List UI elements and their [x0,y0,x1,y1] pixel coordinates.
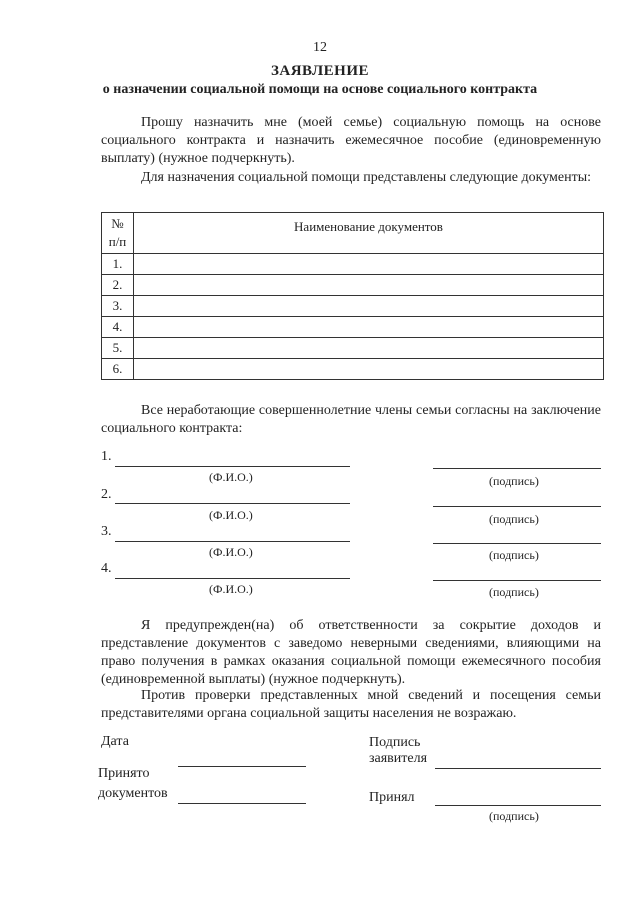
signature-caption: (подпись) [489,548,539,562]
member-fio-line[interactable] [115,503,350,504]
fio-caption: (Ф.И.О.) [209,508,253,522]
signature-caption: (подпись) [489,512,539,526]
table-row [102,296,604,317]
signature-label: Подпись [369,735,421,750]
applicant-signature-line[interactable] [435,768,601,769]
document-subtitle: о назначении социальной помощи на основе социального контракта [102,82,538,97]
date-label: Дата [101,734,129,749]
member-fio-line[interactable] [115,466,350,467]
document-title: ЗАЯВЛЕНИЕ [270,63,370,79]
verification-consent-paragraph: Против проверки представленных мной сведений и посещения семьи представителями органа социальной защиты населения не возражаю. [101,688,601,721]
accepted-label: Принято [98,766,150,781]
fio-caption: (Ф.И.О.) [209,545,253,559]
document-name-cell[interactable] [134,359,604,380]
signature-caption: (подпись) [489,809,539,823]
date-line[interactable] [178,766,306,767]
responsibility-paragraph: Я предупрежден(на) об ответственности за сокрытие доходов и представление документов с заведомо неверными сведениями, влияющими на право получения в рамках оказания социальной помощи ежемесячного пособия (единовременной выплаты) (нужное подчеркнуть). [101,618,601,687]
table-row [102,338,604,359]
request-paragraph: Прошу назначить мне (моей семье) социальную помощь на основе социального контракта и назначить ежемесячное пособие (единовременную выплату) (нужное подчеркнуть). [101,115,601,166]
member-signature-line[interactable] [433,580,601,581]
table-row [102,275,604,296]
row-number: 2. [102,275,134,296]
document-name-cell[interactable] [134,275,604,296]
document-name-cell[interactable] [134,254,604,275]
receiver-signature-line[interactable] [435,805,601,806]
number-header-line-1: № [111,216,124,231]
member-number: 1. [101,449,112,464]
member-signature-line[interactable] [433,468,601,469]
table-row [102,359,604,380]
accepted-documents-line[interactable] [178,803,306,804]
row-number: 5. [102,338,134,359]
table-row [102,317,604,338]
document-name-cell[interactable] [134,317,604,338]
member-fio-line[interactable] [115,541,350,542]
member-number: 4. [101,561,112,576]
signature-caption: (подпись) [489,585,539,599]
name-column-header: Наименование документов [134,213,604,254]
member-number: 3. [101,524,112,539]
documents-table [101,212,604,380]
received-label: Принял [369,790,415,805]
row-number: 3. [102,296,134,317]
member-number: 2. [101,487,112,502]
document-name-cell[interactable] [134,296,604,317]
signature-caption: (подпись) [489,474,539,488]
table-header-row [102,213,604,254]
fio-caption: (Ф.И.О.) [209,470,253,484]
fio-caption: (Ф.И.О.) [209,582,253,596]
row-number: 1. [102,254,134,275]
row-number: 4. [102,317,134,338]
number-header-line-2: п/п [108,234,127,249]
table-row [102,254,604,275]
member-fio-line[interactable] [115,578,350,579]
page-number: 12 [313,40,327,55]
number-column-header [102,213,134,254]
documents-label: документов [98,786,168,801]
applicant-label: заявителя [369,751,428,766]
row-number: 6. [102,359,134,380]
document-name-cell[interactable] [134,338,604,359]
member-signature-line[interactable] [433,543,601,544]
documents-intro-paragraph: Для назначения социальной помощи представлены следующие документы: [141,170,591,185]
family-consent-paragraph: Все неработающие совершеннолетние члены семьи согласны на заключение социального контракта: [101,403,601,436]
member-signature-line[interactable] [433,506,601,507]
